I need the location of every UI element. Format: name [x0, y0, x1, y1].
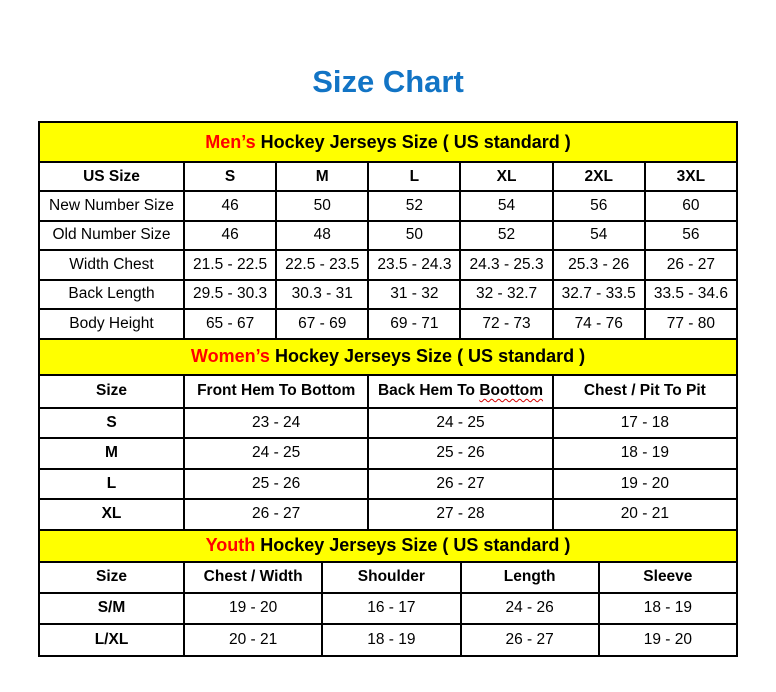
mens-cell: 50	[276, 191, 368, 221]
youth-cell: 16 - 17	[322, 593, 460, 625]
mens-cell: 56	[553, 191, 645, 221]
mens-row-label: Back Length	[39, 280, 184, 310]
youth-column-header: Shoulder	[322, 562, 460, 593]
youth-cell: 19 - 20	[599, 624, 737, 656]
mens-cell: 46	[184, 221, 276, 251]
table-row	[39, 438, 737, 469]
womens-column-header-text: Back Hem To	[377, 382, 480, 399]
mens-cell: 72 - 73	[460, 309, 552, 339]
womens-row-label: XL	[39, 499, 184, 530]
womens-row-label: S	[39, 408, 184, 439]
womens-cell: 17 - 18	[553, 408, 737, 439]
youth-row-label: S/M	[39, 593, 184, 625]
mens-row-label: Old Number Size	[39, 221, 184, 251]
youth-column-header: Chest / Width	[184, 562, 322, 593]
mens-section-title-highlight: Men’s	[205, 131, 256, 152]
mens-row-label: Width Chest	[39, 250, 184, 280]
womens-section-title-highlight: Women’s	[190, 346, 270, 366]
table-row	[39, 250, 737, 280]
mens-cell: 23.5 - 24.3	[368, 250, 460, 280]
table-row	[39, 309, 737, 339]
womens-cell: 25 - 26	[368, 438, 552, 469]
youth-section-header	[39, 530, 737, 562]
mens-cell: 22.5 - 23.5	[276, 250, 368, 280]
mens-column-header: L	[368, 162, 460, 191]
youth-row-label: L/XL	[39, 624, 184, 656]
mens-cell: 25.3 - 26	[553, 250, 645, 280]
table-row	[39, 408, 737, 439]
mens-cell: 33.5 - 34.6	[645, 280, 737, 310]
mens-cell: 67 - 69	[276, 309, 368, 339]
mens-section-header	[39, 122, 737, 162]
table-row	[39, 593, 737, 625]
mens-cell: 46	[184, 191, 276, 221]
mens-cell: 50	[368, 221, 460, 251]
youth-cell: 26 - 27	[461, 624, 599, 656]
mens-cell: 24.3 - 25.3	[460, 250, 552, 280]
mens-cell: 65 - 67	[184, 309, 276, 339]
mens-cell: 21.5 - 22.5	[184, 250, 276, 280]
youth-section-title-rest: Hockey Jerseys Size ( US standard )	[255, 535, 571, 555]
mens-cell: 26 - 27	[645, 250, 737, 280]
youth-cell: 18 - 19	[599, 593, 737, 625]
mens-cell: 54	[553, 221, 645, 251]
youth-header-row	[39, 562, 737, 593]
womens-row-label: L	[39, 469, 184, 500]
mens-cell: 77 - 80	[645, 309, 737, 339]
womens-cell: 27 - 28	[368, 499, 552, 530]
mens-column-header: XL	[460, 162, 552, 191]
mens-row-label: Body Height	[39, 309, 184, 339]
womens-cell: 23 - 24	[184, 408, 368, 439]
mens-column-header: US Size	[39, 162, 184, 191]
womens-column-header: Chest / Pit To Pit	[553, 375, 737, 408]
womens-section-header	[39, 339, 737, 375]
mens-section-title	[39, 122, 737, 162]
womens-size-table	[38, 338, 738, 531]
mens-cell: 52	[460, 221, 552, 251]
mens-cell: 32 - 32.7	[460, 280, 552, 310]
youth-cell: 18 - 19	[322, 624, 460, 656]
womens-column-header: Size	[39, 375, 184, 408]
womens-row-label: M	[39, 438, 184, 469]
mens-column-header: 3XL	[645, 162, 737, 191]
womens-column-header-misspelled-word: Boottom	[479, 382, 544, 399]
womens-cell: 24 - 25	[184, 438, 368, 469]
mens-cell: 56	[645, 221, 737, 251]
womens-section-title	[39, 339, 737, 375]
mens-cell: 69 - 71	[368, 309, 460, 339]
youth-cell: 24 - 26	[461, 593, 599, 625]
size-chart	[38, 121, 738, 657]
mens-cell: 32.7 - 33.5	[553, 280, 645, 310]
youth-cell: 20 - 21	[184, 624, 322, 656]
womens-cell: 26 - 27	[184, 499, 368, 530]
womens-cell: 19 - 20	[553, 469, 737, 500]
youth-column-header: Sleeve	[599, 562, 737, 593]
mens-cell: 60	[645, 191, 737, 221]
mens-cell: 30.3 - 31	[276, 280, 368, 310]
table-row	[39, 221, 737, 251]
table-row	[39, 624, 737, 656]
womens-section-title-rest: Hockey Jerseys Size ( US standard )	[269, 346, 586, 366]
youth-cell: 19 - 20	[184, 593, 322, 625]
womens-cell: 20 - 21	[553, 499, 737, 530]
womens-column-header: Front Hem To Bottom	[184, 375, 368, 408]
youth-section-title	[39, 530, 737, 562]
mens-cell: 48	[276, 221, 368, 251]
table-row	[39, 469, 737, 500]
table-row	[39, 280, 737, 310]
mens-section-title-rest: Hockey Jerseys Size ( US standard )	[255, 131, 571, 152]
womens-cell: 25 - 26	[184, 469, 368, 500]
page-title: Size Chart	[312, 64, 464, 99]
womens-header-row	[39, 375, 737, 408]
mens-column-header: S	[184, 162, 276, 191]
mens-column-header: 2XL	[553, 162, 645, 191]
table-row	[39, 499, 737, 530]
mens-cell: 31 - 32	[368, 280, 460, 310]
youth-column-header: Length	[461, 562, 599, 593]
mens-cell: 29.5 - 30.3	[184, 280, 276, 310]
womens-cell: 26 - 27	[368, 469, 552, 500]
mens-header-row	[39, 162, 737, 191]
womens-cell: 24 - 25	[368, 408, 552, 439]
mens-cell: 74 - 76	[553, 309, 645, 339]
mens-cell: 54	[460, 191, 552, 221]
mens-size-table	[38, 121, 738, 340]
youth-size-table	[38, 529, 738, 657]
youth-section-title-highlight: Youth	[205, 535, 256, 555]
womens-column-header	[368, 375, 552, 408]
table-row	[39, 191, 737, 221]
youth-column-header: Size	[39, 562, 184, 593]
mens-row-label: New Number Size	[39, 191, 184, 221]
womens-cell: 18 - 19	[553, 438, 737, 469]
mens-column-header: M	[276, 162, 368, 191]
mens-cell: 52	[368, 191, 460, 221]
